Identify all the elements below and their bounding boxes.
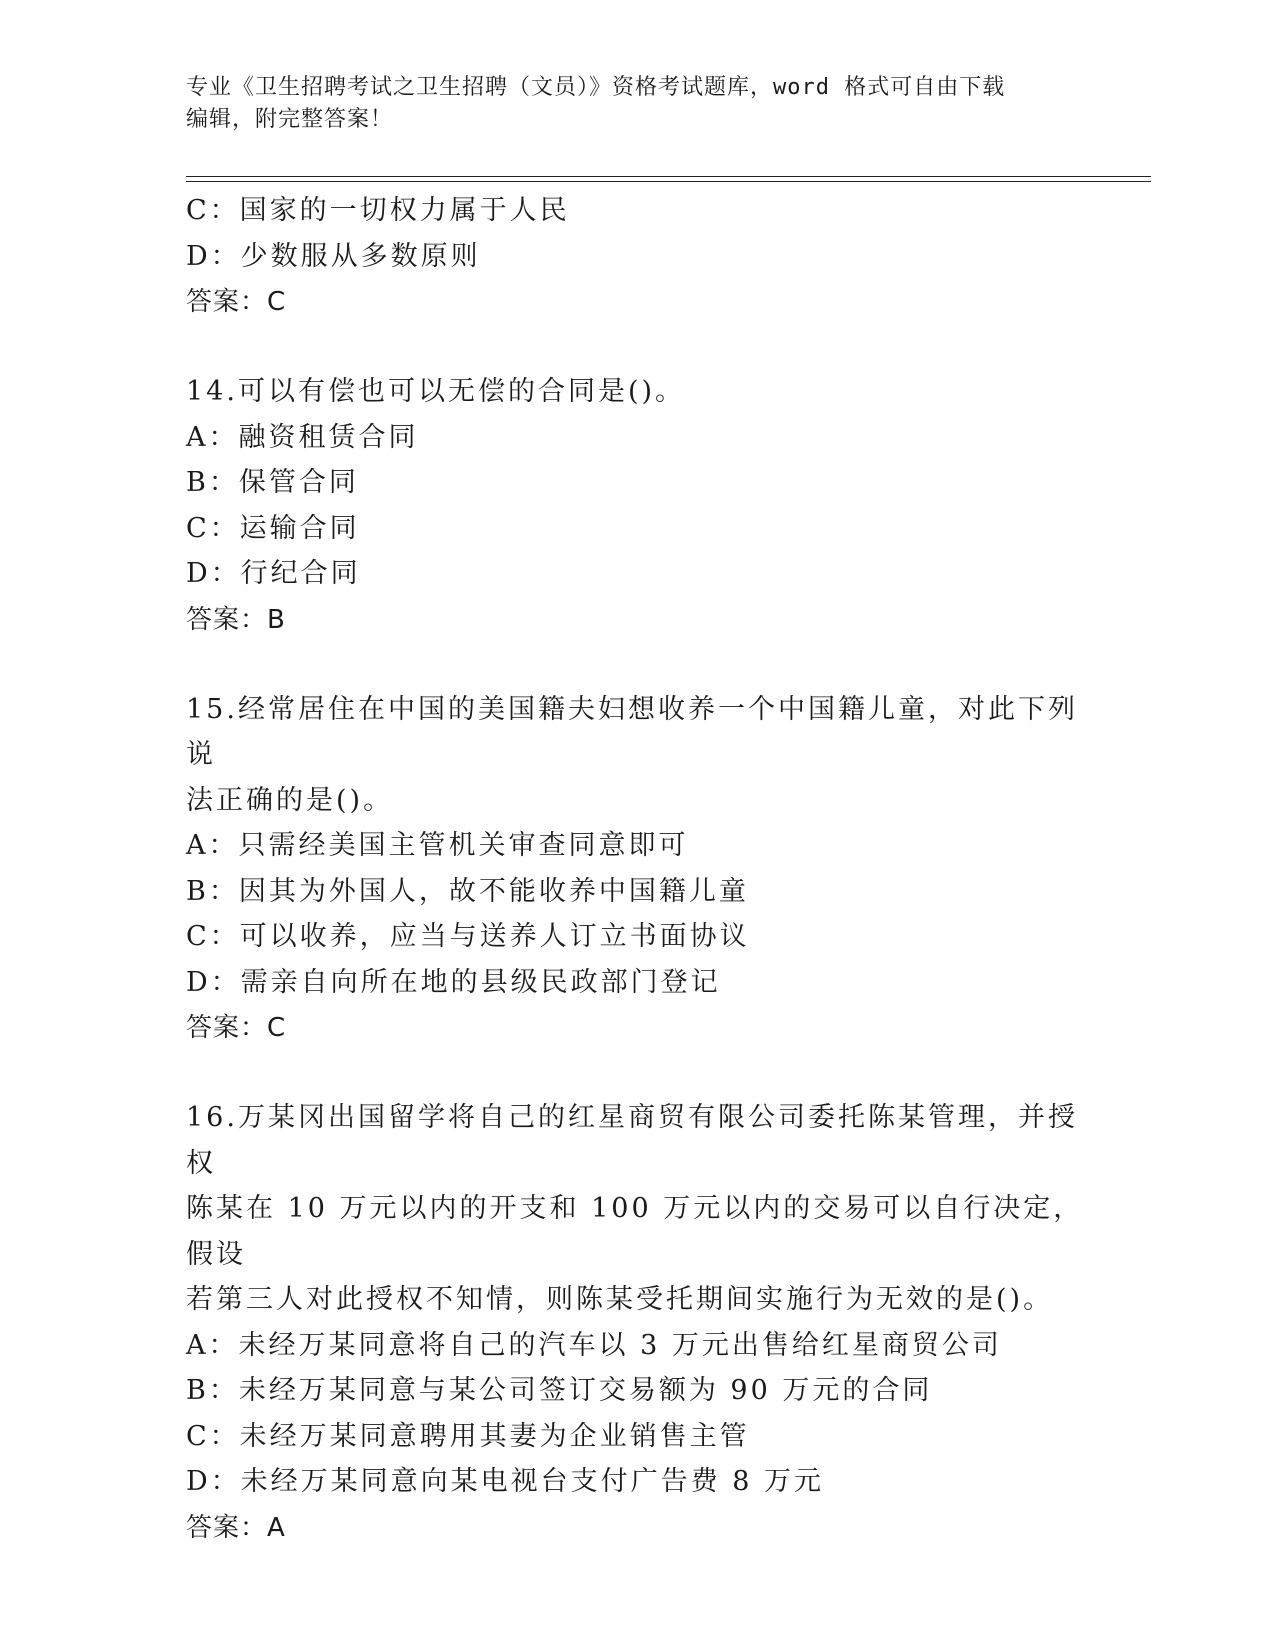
option-c: C：未经万某同意聘用其妻为企业销售主管 — [186, 1420, 750, 1452]
question-stem: 若第三人对此授权不知情，则陈某受托期间实施行为无效的是()。 — [186, 1284, 1054, 1315]
question-14 — [186, 369, 1086, 643]
option-a: A：未经万某同意将自己的汽车以 3 万元出售给红星商贸公司 — [186, 1329, 1002, 1361]
answer-line: 答案：C — [186, 1013, 287, 1043]
answer-line: 答案：B — [186, 604, 286, 635]
option-b: B：未经万某同意与某公司签订交易额为 90 万元的合同 — [186, 1375, 933, 1406]
option-c: C：可以收养，应当与送养人订立书面协议 — [186, 921, 750, 952]
option-b: B：因其为外国人，故不能收养中国籍儿童 — [186, 875, 749, 907]
partial-question — [186, 188, 1086, 325]
option-d: D：需亲自向所在地的县级民政部门登记 — [186, 966, 721, 998]
question-stem: 15.经常居住在中国的美国籍夫妇想收养一个中国籍儿童，对此下列说 — [186, 693, 1078, 770]
question-15 — [186, 687, 1086, 1052]
option-d: D：少数服从多数原则 — [186, 240, 481, 272]
header-rule-top — [186, 176, 1151, 177]
question-stem: 法正确的是()。 — [186, 784, 394, 816]
answer-line: 答案：A — [186, 1512, 286, 1543]
option-d: D：未经万某同意向某电视台支付广告费 8 万元 — [186, 1466, 824, 1497]
option-c: C：运输合同 — [186, 512, 360, 544]
header-line-2: 编辑，附完整答案！ — [186, 107, 394, 132]
question-stem: 陈某在 10 万元以内的开支和 100 万元以内的交易可以自行决定，假设 — [186, 1193, 1084, 1270]
question-stem: 14.可以有偿也可以无偿的合同是()。 — [186, 376, 686, 407]
header-line-1: 专业《卫生招聘考试之卫生招聘（文员）》资格考试题库，word 格式可自由下载 — [186, 75, 1006, 100]
question-stem: 16.万某冈出国留学将自己的红星商贸有限公司委托陈某管理，并授权 — [186, 1102, 1078, 1179]
header-rule-bottom — [186, 181, 1151, 182]
option-d: D：行纪合同 — [186, 558, 361, 589]
option-a: A：融资租赁合同 — [186, 421, 419, 453]
option-c: C：国家的一切权力属于人民 — [186, 195, 570, 226]
question-16 — [186, 1095, 1086, 1551]
option-a: A：只需经美国主管机关审查同意即可 — [186, 830, 689, 861]
document-body — [186, 188, 1086, 1551]
answer-line: 答案：C — [186, 287, 287, 317]
document-header — [186, 72, 1066, 136]
option-b: B：保管合同 — [186, 467, 359, 498]
